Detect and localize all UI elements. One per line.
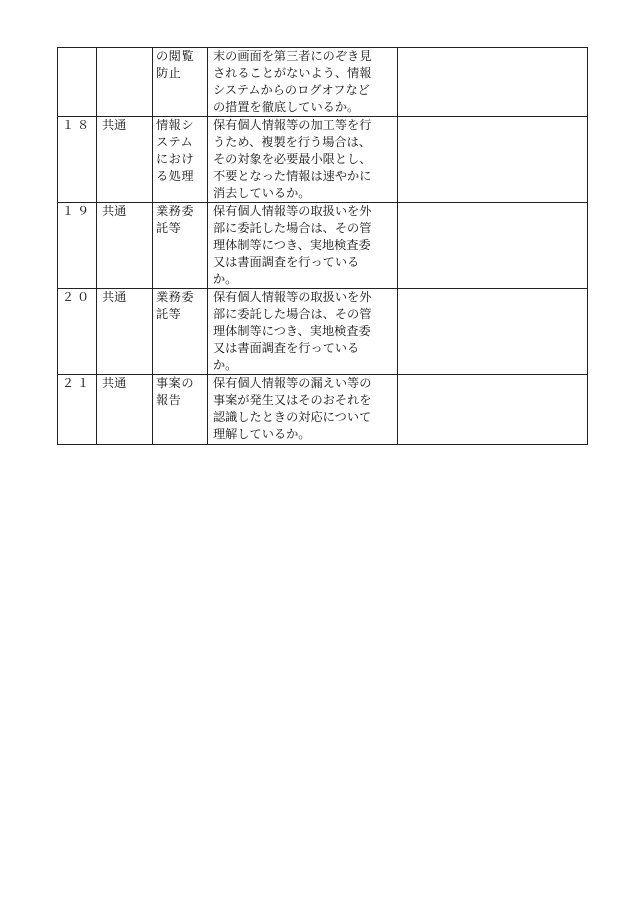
table-row xyxy=(58,203,588,289)
row-check-cell: 保有個人情報等の漏えい等の 事案が発生又はそのおそれを 認識したときの対応について 理解しているか。 xyxy=(208,375,398,445)
row-remark-cell xyxy=(398,375,588,445)
row-category-cell: 共通 xyxy=(97,203,153,289)
row-remark-cell xyxy=(398,48,588,117)
row-item-cell: 業務委 託等 xyxy=(153,289,208,375)
table-row xyxy=(58,117,588,203)
row-number-cell: ２０ xyxy=(58,289,97,375)
row-category-cell xyxy=(97,48,153,117)
row-check-cell: 保有個人情報等の取扱いを外 部に委託した場合は、その管 理体制等につき、実地検査委 又は書面調査を行っている か。 xyxy=(208,289,398,375)
row-category-cell: 共通 xyxy=(97,117,153,203)
checklist-table xyxy=(57,47,588,445)
row-remark-cell xyxy=(398,203,588,289)
row-category-cell: 共通 xyxy=(97,375,153,445)
table-row xyxy=(58,375,588,445)
row-item-cell: 業務委 託等 xyxy=(153,203,208,289)
row-remark-cell xyxy=(398,117,588,203)
table-row xyxy=(58,289,588,375)
row-item-cell: 情報シ ステム におけ る処理 xyxy=(153,117,208,203)
row-remark-cell xyxy=(398,289,588,375)
row-item-cell: の閲覧 防止 xyxy=(153,48,208,117)
row-category-cell: 共通 xyxy=(97,289,153,375)
row-check-cell: 保有個人情報等の取扱いを外 部に委託した場合は、その管 理体制等につき、実地検査委 又は書面調査を行っている か。 xyxy=(208,203,398,289)
row-number-cell: １９ xyxy=(58,203,97,289)
row-number-cell: ２１ xyxy=(58,375,97,445)
row-number-cell xyxy=(58,48,97,117)
row-item-cell: 事案の 報告 xyxy=(153,375,208,445)
row-check-cell: 保有個人情報等の加工等を行 うため、複製を行う場合は、 その対象を必要最小限とし、 不要となった情報は速やかに 消去しているか。 xyxy=(208,117,398,203)
row-check-cell: 末の画面を第三者にのぞき見 されることがないよう、情報 システムからのログオフなど の措置を徹底しているか。 xyxy=(208,48,398,117)
row-number-cell: １８ xyxy=(58,117,97,203)
table-row xyxy=(58,48,588,117)
